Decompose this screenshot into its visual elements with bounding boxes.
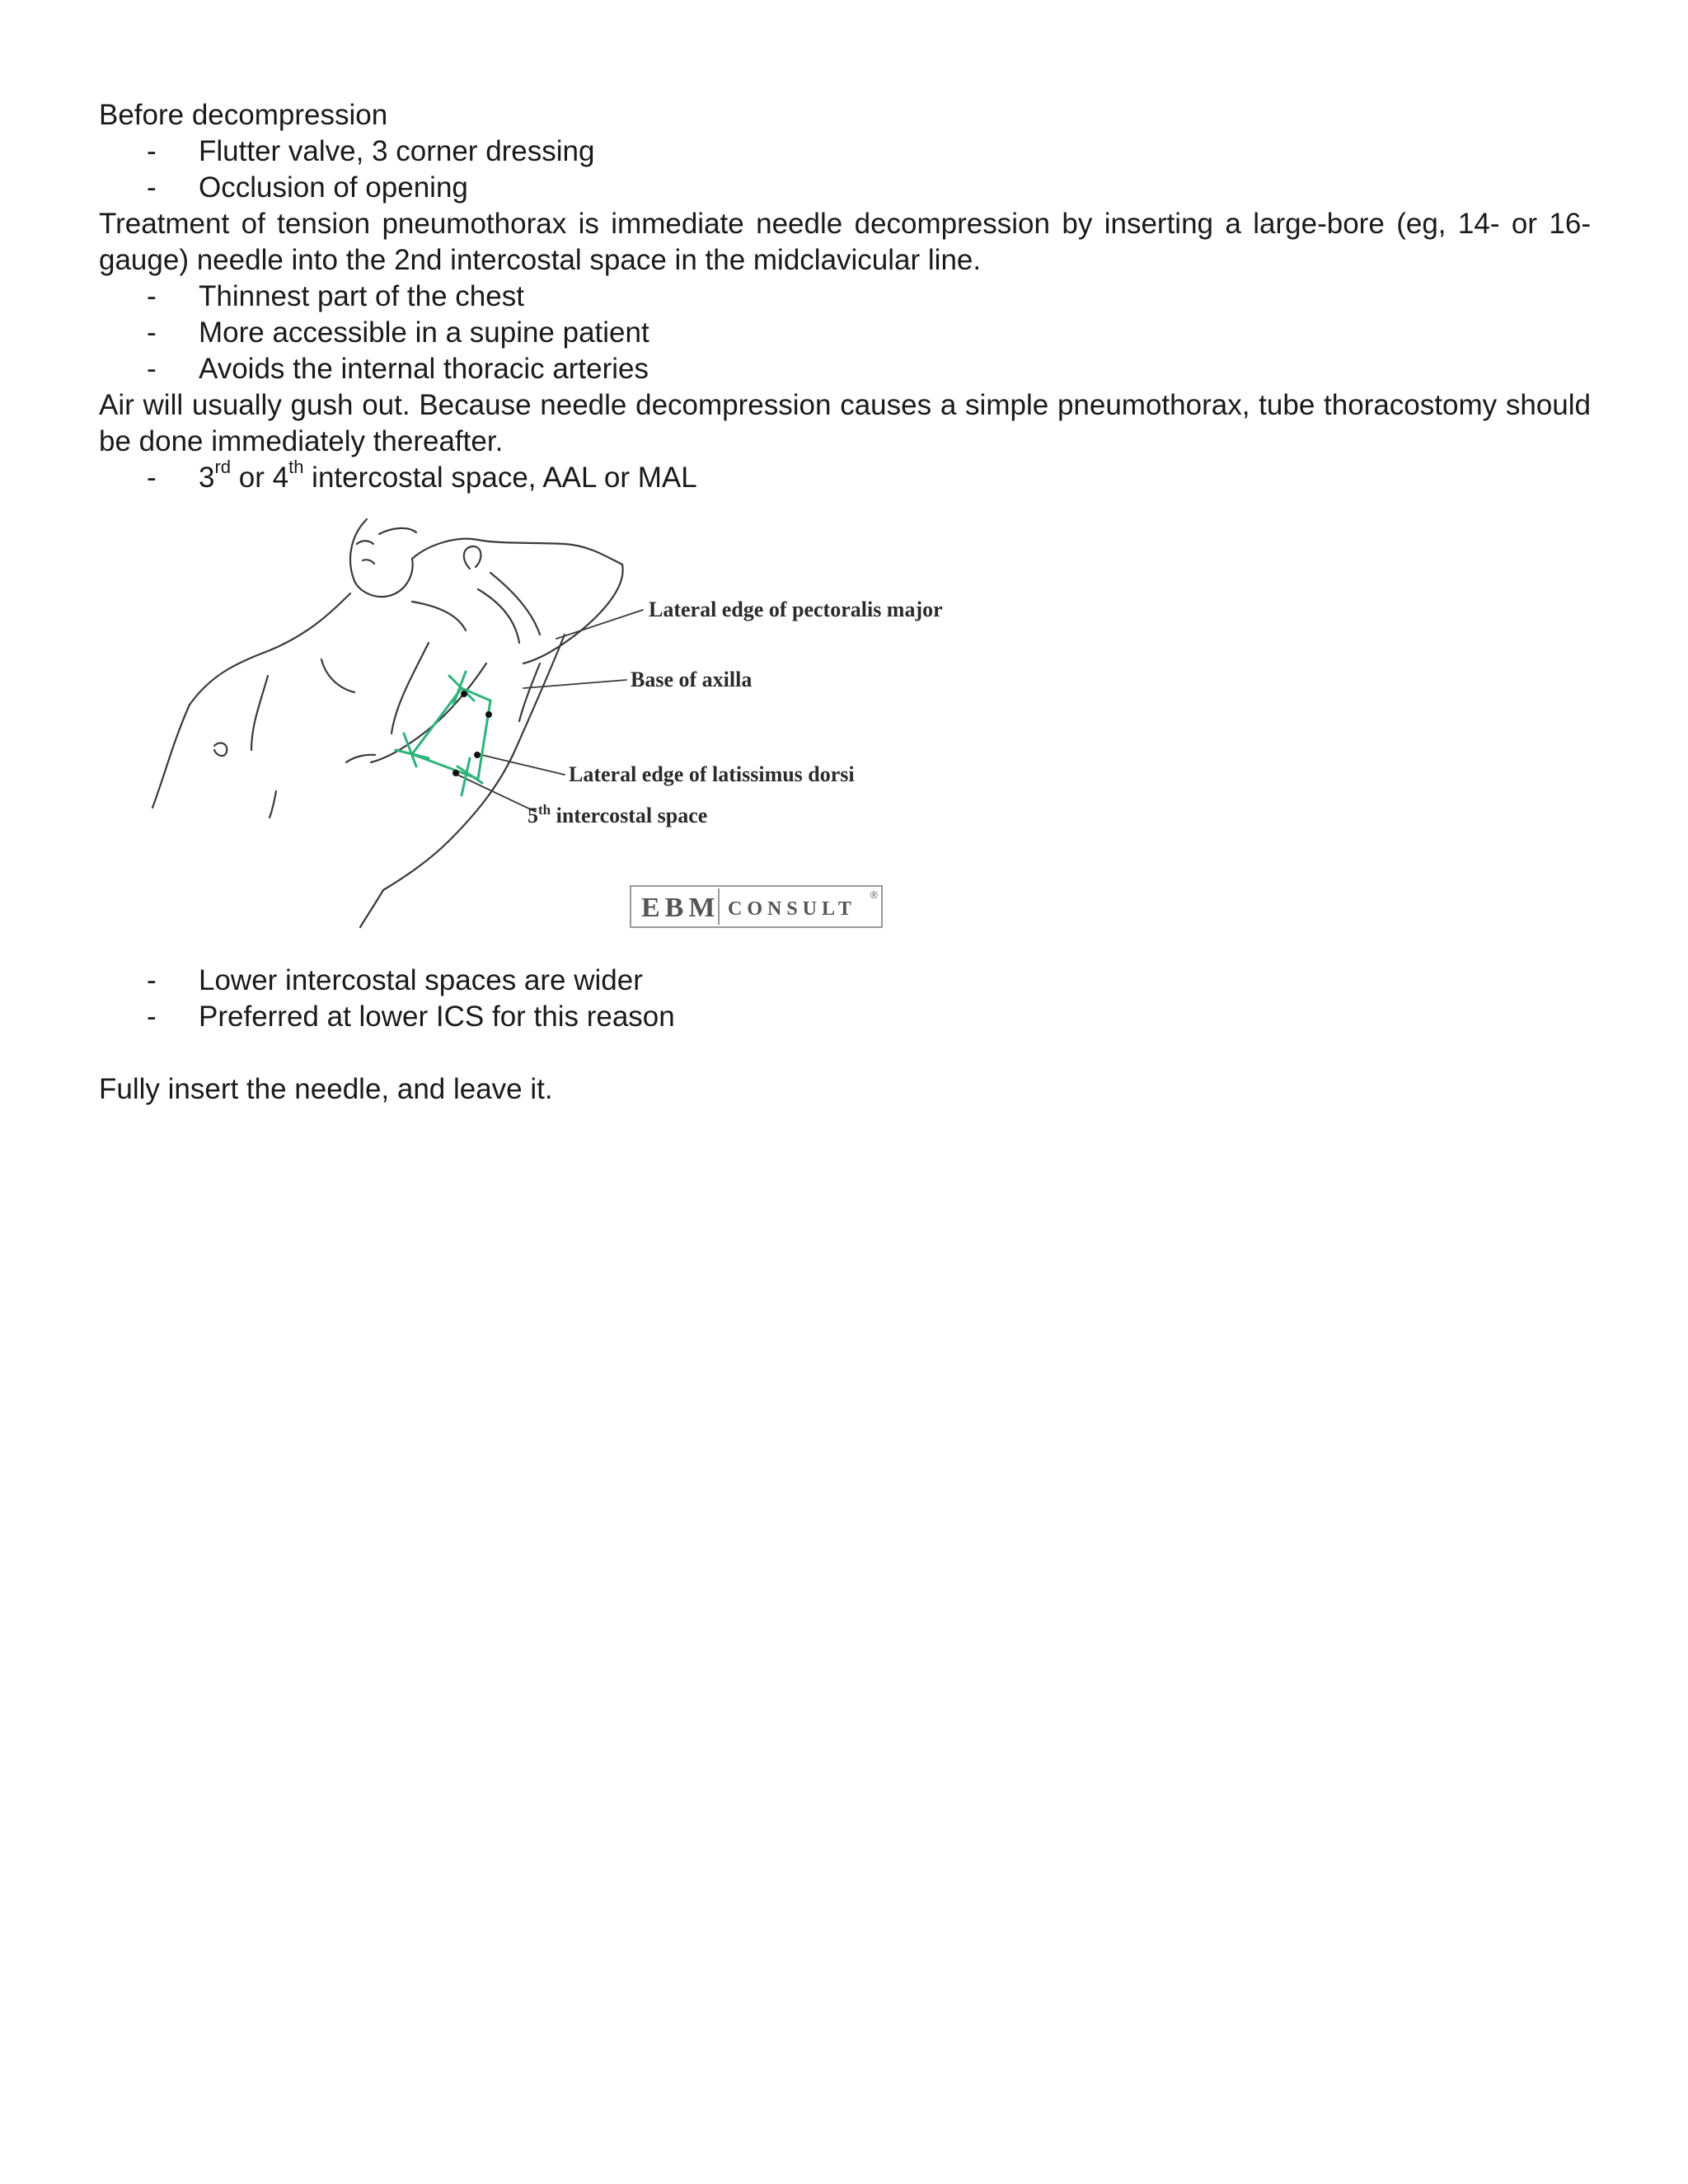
anatomy-figure (144, 511, 960, 935)
label-base-of-axilla: Base of axilla (631, 668, 753, 691)
or-text: or (231, 462, 273, 494)
ebm-consult-logo (631, 886, 882, 927)
list-item: Lower intercostal spaces are wider (199, 964, 643, 996)
before-decompression-heading: Before decompression (99, 99, 388, 131)
list-item: More accessible in a supine patient (199, 316, 649, 349)
logo-ebm-text: EBM (641, 893, 720, 923)
list-dash: - (147, 280, 157, 312)
list-dash: - (147, 353, 157, 385)
logo-registered-mark: ® (870, 889, 878, 901)
label-pectoralis-major: Lateral edge of pectoralis major (649, 598, 943, 621)
ics-number: 5 (528, 804, 538, 827)
list-item: Preferred at lower ICS for this reason (199, 1001, 675, 1033)
list-item: Occlusion of opening (199, 171, 468, 204)
list-item: Avoids the internal thoracic arteries (199, 353, 649, 385)
list-item: Thinnest part of the chest (199, 280, 524, 312)
closing-line: Fully insert the needle, and leave it. (99, 1073, 553, 1105)
ics-suffix: th (538, 802, 551, 818)
list-dash: - (147, 462, 157, 494)
logo-consult-text: CONSULT (728, 898, 856, 920)
list-dash: - (147, 964, 157, 996)
ordinal-4: 4 (272, 462, 289, 494)
list-dash: - (147, 171, 157, 204)
tube-location-item (199, 457, 697, 496)
list-dash: - (147, 135, 157, 167)
list-dash: - (147, 316, 157, 349)
location-text: intercostal space, AAL or MAL (303, 462, 697, 494)
ordinal-suffix-th: th (288, 457, 304, 478)
list-dash: - (147, 1001, 157, 1033)
label-latissimus-dorsi: Lateral edge of latissimus dorsi (569, 762, 855, 786)
treatment-paragraph: Treatment of tension pneumothorax is immediate needle decompression by inserting a large-bore (eg, 14- or 16-gauge) needle into the 2nd intercostal space in the midclavicular line. (99, 208, 1591, 276)
safe-triangle (396, 672, 490, 795)
ics-text: intercostal space (551, 804, 708, 827)
air-paragraph: Air will usually gush out. Because needle decompression causes a simple pneumothorax, tube thoracostomy should be done immediately thereafter. (99, 389, 1591, 457)
ordinal-suffix-rd: rd (214, 457, 232, 478)
ordinal-3: 3 (199, 462, 215, 494)
patient-sketch (152, 519, 643, 927)
list-item: Flutter valve, 3 corner dressing (199, 135, 595, 167)
label-5th-intercostal-space (528, 802, 707, 827)
